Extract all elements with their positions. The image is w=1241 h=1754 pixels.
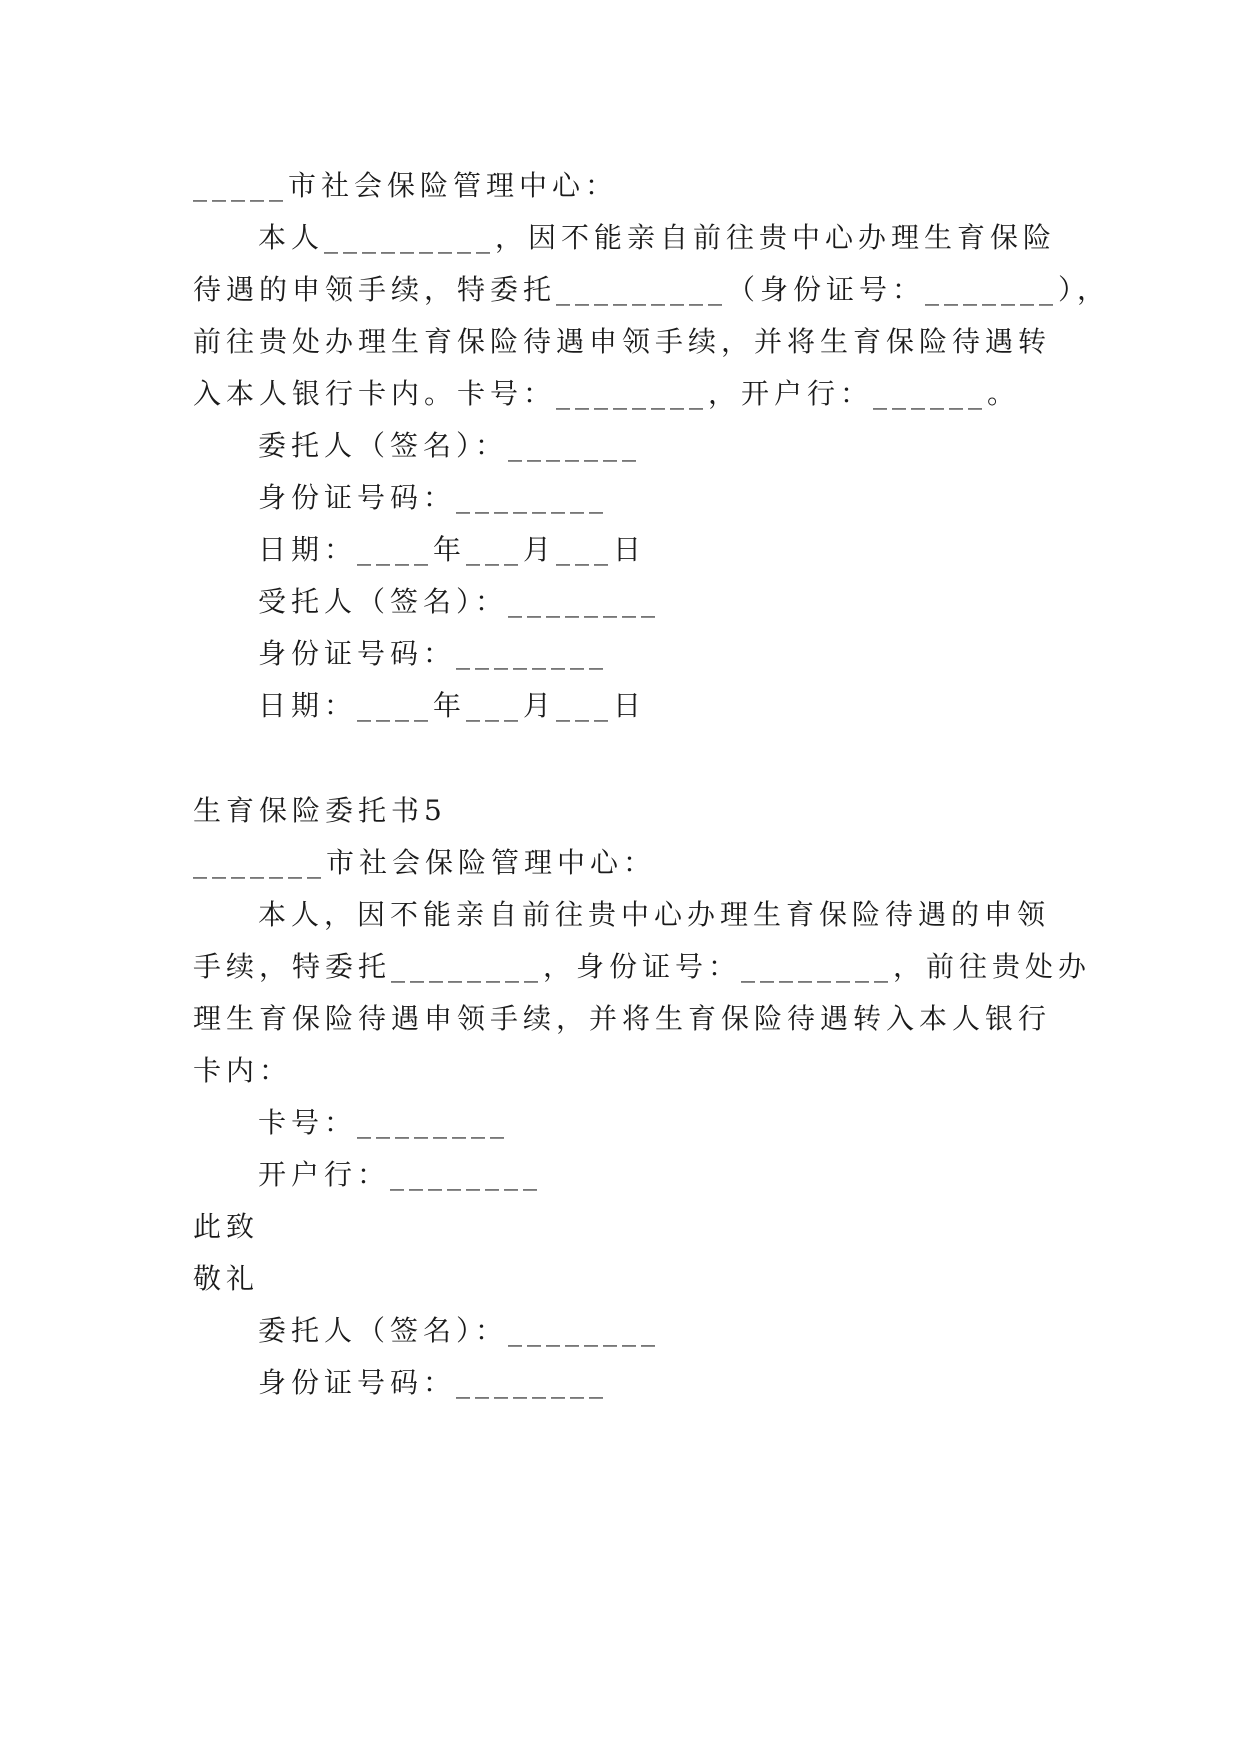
- body2-line-3: 理生育保险待遇申领手续，并将生育保险待遇转入本人银行: [193, 1002, 1052, 1035]
- body2-line-2: 手续，特委托________，身份证号：________，前往贵处办: [193, 950, 1092, 983]
- closing-line-2: 敬礼: [193, 1262, 260, 1295]
- principal-signature-line-2: 委托人（签名）：________: [258, 1314, 661, 1347]
- body-line-3: 前往贵处办理生育保险待遇申领手续，并将生育保险待遇转: [193, 325, 1052, 358]
- addressee-line: _____市社会保险管理中心：: [193, 169, 619, 202]
- agent-id-line: 身份证号码：________: [258, 637, 609, 670]
- section-title: 生育保险委托书5: [193, 794, 447, 827]
- agent-date-line: 日期：____年___月___日: [258, 689, 647, 722]
- body2-line-1: 本人，因不能亲自前往贵中心办理生育保险待遇的申领: [258, 898, 1051, 931]
- principal-id-line: 身份证号码：________: [258, 481, 609, 514]
- body-line-4: 入本人银行卡内。卡号：________，开户行：______。: [193, 377, 1021, 410]
- card-number-line: 卡号：________: [258, 1106, 510, 1139]
- principal-id-line-2: 身份证号码：________: [258, 1366, 609, 1399]
- body-line-1: 本人_________，因不能亲自前往贵中心办理生育保险: [258, 221, 1057, 254]
- principal-signature-line: 委托人（签名）：_______: [258, 429, 642, 462]
- agent-signature-line: 受托人（签名）：________: [258, 585, 661, 618]
- bank-line: 开户行：________: [258, 1158, 543, 1191]
- principal-date-line: 日期：____年___月___日: [258, 533, 647, 566]
- body2-line-4: 卡内：: [193, 1054, 293, 1087]
- addressee-line-2: _______市社会保险管理中心：: [193, 846, 657, 879]
- closing-line-1: 此致: [193, 1210, 260, 1243]
- body-line-2: 待遇的申领手续，特委托_________（身份证号：_______），: [193, 273, 1111, 306]
